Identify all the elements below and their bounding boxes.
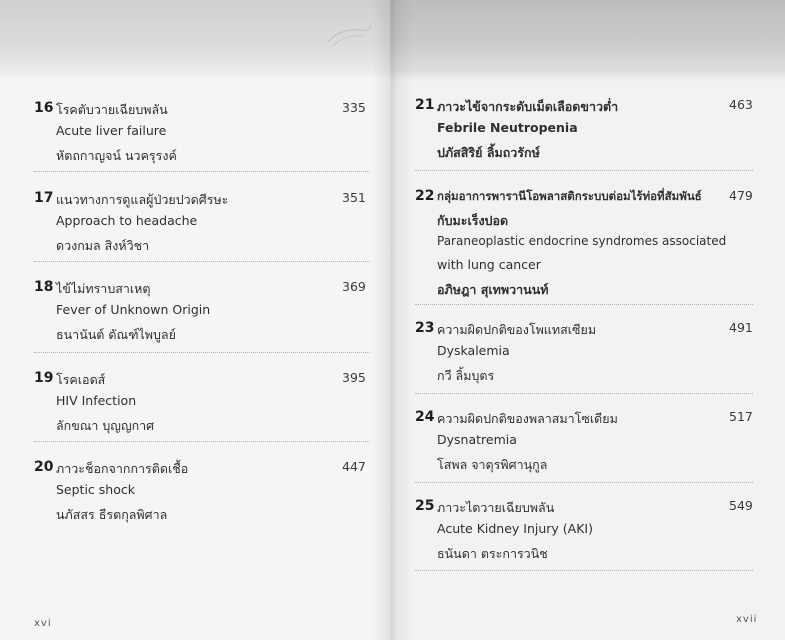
chapter-title-english: Dyskalemia [437, 343, 510, 358]
chapter-number: 23 [415, 320, 435, 336]
chapter-title-thai-continued: กับมะเร็งปอด [437, 213, 509, 228]
chapter-title-thai: ไข้ไม่ทราบสาเหตุ [56, 281, 151, 296]
chapter-title-english: Dysnatremia [437, 432, 517, 447]
page-folio: xvii [736, 614, 758, 625]
right-page [390, 0, 785, 640]
chapter-author: กวี ลิ้มบุตร [437, 368, 495, 383]
left-page [0, 0, 390, 640]
chapter-author: ธนันดา ตระการวนิช [437, 546, 548, 561]
chapter-title-thai: ภาวะไตวายเฉียบพลัน [437, 500, 555, 515]
chapter-number: 25 [415, 498, 435, 514]
chapter-title-english-continued: with lung cancer [437, 257, 541, 272]
chapter-title-thai: ภาวะไข้จากระดับเม็ดเลือดขาวต่ำ [437, 99, 619, 114]
chapter-title-english: Febrile Neutropenia [437, 120, 578, 135]
chapter-title-english: Acute liver failure [56, 123, 167, 138]
dotted-divider [415, 170, 753, 171]
chapter-number: 24 [415, 409, 435, 425]
page-number: 479 [729, 188, 753, 203]
dotted-divider [34, 261, 370, 262]
chapter-title-thai: แนวทางการดูแลผู้ป่วยปวดศีรษะ [56, 192, 229, 207]
dotted-divider [415, 570, 753, 571]
dotted-divider [415, 304, 753, 305]
chapter-title-thai: ความผิดปกติของพลาสมาโซเดียม [437, 411, 618, 426]
chapter-title-english: HIV Infection [56, 393, 137, 408]
chapter-number: 17 [34, 190, 54, 206]
chapter-author: ธนานันต์ ดัณฑ์ไพบูลย์ [56, 327, 176, 342]
chapter-title-thai: โรคเอดส์ [56, 372, 106, 387]
chapter-title-thai: ความผิดปกติของโพแทสเซียม [437, 322, 597, 337]
dotted-divider [415, 393, 753, 394]
chapter-number: 18 [34, 279, 54, 295]
chapter-author: ปภัสสิริย์ ลิ้มถวรักษ์ [437, 145, 540, 160]
page-number: 549 [729, 498, 753, 513]
chapter-author: อภิษฎา สุเทพวานนท์ [437, 282, 549, 297]
dotted-divider [34, 171, 370, 172]
chapter-number: 19 [34, 370, 54, 386]
book-spine-shadow [372, 0, 412, 640]
chapter-title-english: Approach to headache [56, 213, 198, 228]
chapter-number: 22 [415, 188, 435, 204]
dotted-divider [34, 441, 370, 442]
chapter-author: นภัสสร ธีรตกุลพิศาล [56, 507, 168, 522]
page-number: 369 [342, 279, 366, 294]
chapter-author: ลักขณา บุญญกาศ [56, 418, 155, 433]
chapter-number: 16 [34, 100, 54, 116]
page-number: 491 [729, 320, 753, 335]
chapter-title-english: Acute Kidney Injury (AKI) [437, 521, 593, 536]
page-number: 395 [342, 370, 366, 385]
page-header-shadow [390, 0, 785, 82]
chapter-number: 21 [415, 97, 435, 113]
dotted-divider [34, 352, 370, 353]
chapter-author: โสพล จาตุรพิศานุกูล [437, 457, 548, 472]
page-number: 447 [342, 459, 366, 474]
page-number: 517 [729, 409, 753, 424]
chapter-title-english: Paraneoplastic endocrine syndromes associated [437, 234, 727, 248]
page-number: 351 [342, 190, 366, 205]
watermark-mark [320, 20, 380, 50]
chapter-title-english: Septic shock [56, 482, 135, 497]
chapter-number: 20 [34, 459, 54, 475]
dotted-divider [415, 482, 753, 483]
chapter-title-thai: โรคตับวายเฉียบพลัน [56, 102, 168, 117]
chapter-title-thai: กลุ่มอาการพารานีโอพลาสติกระบบต่อมไร้ท่อที่สัมพันธ์ [437, 189, 702, 203]
page-number: 335 [342, 100, 366, 115]
chapter-title-thai: ภาวะช็อกจากการติดเชื้อ [56, 461, 189, 476]
chapter-title-english: Fever of Unknown Origin [56, 302, 211, 317]
chapter-author: ดวงกมล สิงห์วิชา [56, 238, 150, 253]
page-number: 463 [729, 97, 753, 112]
page-folio: xvi [34, 618, 52, 629]
chapter-author: หัตถกาญจน์ นวครุรงค์ [56, 148, 177, 163]
